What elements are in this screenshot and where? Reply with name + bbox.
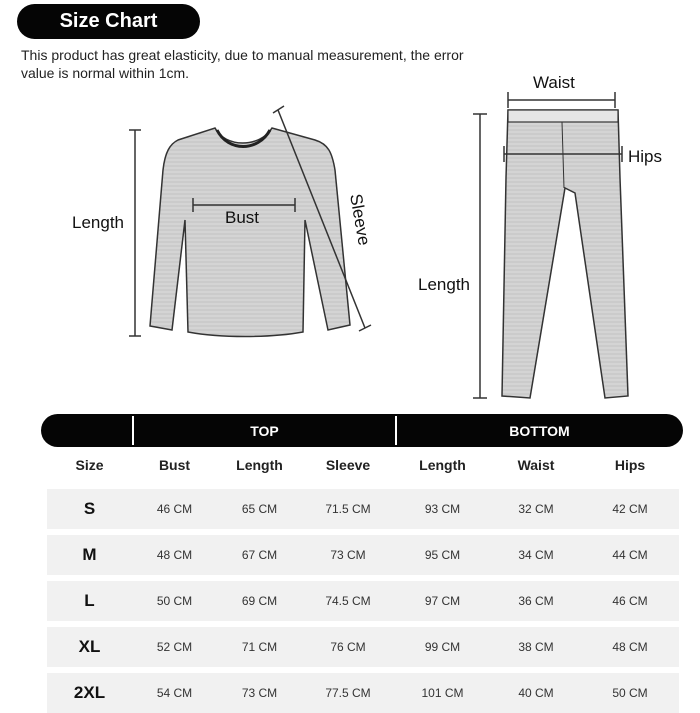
bottom-length-label: Length: [418, 275, 470, 294]
table-row: [47, 486, 679, 532]
column-header-row: [47, 447, 679, 486]
table-cell: 76 CM: [302, 624, 394, 670]
table-cell: 69 CM: [217, 578, 302, 624]
group-bottom-label: BOTTOM: [509, 422, 570, 439]
table-cell: 93 CM: [394, 486, 491, 532]
bust-label: Bust: [225, 208, 260, 227]
table-row: [47, 532, 679, 578]
col-header-waist: Waist: [517, 457, 555, 473]
table-cell: 50 CM: [581, 670, 679, 713]
table-cell: 97 CM: [394, 578, 491, 624]
group-top-label: TOP: [250, 422, 279, 439]
table-cell: 74.5 CM: [302, 578, 394, 624]
table-cell: 77.5 CM: [302, 670, 394, 713]
sleeve-label: Sleeve: [346, 192, 374, 247]
size-table: [41, 414, 683, 713]
table-cell: 42 CM: [581, 486, 679, 532]
col-header-bust: Bust: [158, 457, 191, 473]
hips-label: Hips: [628, 147, 663, 166]
table-cell: 67 CM: [217, 532, 302, 578]
size-data-table: [47, 447, 679, 713]
size-cell: M: [47, 532, 132, 578]
top-garment-figure: [60, 100, 390, 350]
elasticity-note: This product has great elasticity, due to manual measurement, the error value is normal within 1cm.: [21, 47, 464, 81]
table-cell: 101 CM: [394, 670, 491, 713]
shirt-illustration: [150, 128, 350, 337]
table-cell: 50 CM: [132, 578, 217, 624]
table-cell: 40 CM: [491, 670, 581, 713]
table-cell: 54 CM: [132, 670, 217, 713]
table-group-header: [41, 414, 683, 447]
table-row: [47, 578, 679, 624]
table-cell: 52 CM: [132, 624, 217, 670]
waist-label: Waist: [533, 73, 575, 92]
size-cell: S: [47, 486, 132, 532]
table-cell: 48 CM: [132, 532, 217, 578]
table-cell: 71 CM: [217, 624, 302, 670]
table-cell: 48 CM: [581, 624, 679, 670]
table-cell: 99 CM: [394, 624, 491, 670]
table-cell: 46 CM: [581, 578, 679, 624]
col-header-top-length: Length: [236, 457, 283, 473]
table-cell: 38 CM: [491, 624, 581, 670]
size-cell: 2XL: [47, 670, 132, 713]
table-cell: 46 CM: [132, 486, 217, 532]
size-cell: L: [47, 578, 132, 624]
table-cell: 65 CM: [217, 486, 302, 532]
table-cell: 73 CM: [302, 532, 394, 578]
table-cell: 71.5 CM: [302, 486, 394, 532]
col-header-sleeve: Sleeve: [325, 457, 371, 473]
top-length-label: Length: [72, 213, 124, 232]
size-cell: XL: [47, 624, 132, 670]
table-cell: 44 CM: [581, 532, 679, 578]
table-cell: 34 CM: [491, 532, 581, 578]
col-header-size: Size: [75, 457, 104, 473]
table-row: [47, 670, 679, 713]
table-cell: 32 CM: [491, 486, 581, 532]
table-cell: 95 CM: [394, 532, 491, 578]
pants-illustration: [502, 110, 628, 398]
col-header-bottom-length: Length: [419, 457, 466, 473]
bottom-garment-figure: [410, 68, 695, 408]
size-chart-title: Size Chart: [17, 4, 200, 39]
table-cell: 73 CM: [217, 670, 302, 713]
table-cell: 36 CM: [491, 578, 581, 624]
table-row: [47, 624, 679, 670]
col-header-hips: Hips: [614, 457, 646, 473]
